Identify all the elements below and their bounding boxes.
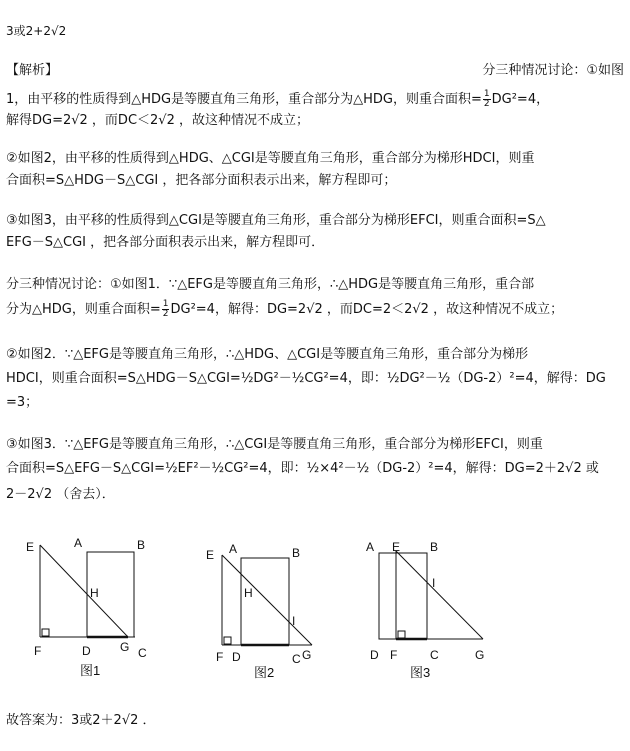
solution-case2-line2: HDCI，则重合面积=S△HDG－S△CGI=½DG²－½CG²=4，即：½DG²－½（DG-2）²=4，解得：DG bbox=[6, 371, 606, 386]
label-H2: H bbox=[244, 586, 253, 600]
analysis-case1-line2: 解得DG=2√2 ，而DC＜2√2 ，故这种情况不成立； bbox=[6, 113, 309, 128]
label-C3: C bbox=[430, 648, 439, 662]
label-E1: E bbox=[26, 540, 35, 554]
solution-case3-line3: 2－2√2 （舍去）． bbox=[6, 487, 115, 502]
figure-2 bbox=[206, 542, 312, 680]
label-A1: A bbox=[74, 536, 83, 550]
fraction-denominator: 2 bbox=[162, 309, 169, 319]
analysis-case3-line2: EFG－S△CGI ，把各部分面积表示出来，解方程即可． bbox=[6, 235, 325, 250]
figure-3 bbox=[366, 540, 484, 680]
analysis-label: 【解析】 bbox=[6, 63, 59, 78]
label-H1: H bbox=[90, 586, 99, 600]
solution-case1-text-b: DG²=4，解得：DG=2√2 ，而DC=2＜2√2 ，故这种情况不成立； bbox=[170, 302, 564, 317]
fraction-denominator: 2 bbox=[483, 99, 490, 109]
label-A3: A bbox=[366, 540, 375, 554]
solution-case1-text-a: 分为△HDG，则重合面积= bbox=[6, 302, 161, 317]
label-I2: I bbox=[292, 614, 296, 628]
fraction-numerator: 1 bbox=[483, 89, 490, 99]
solution-case2-line3: =3； bbox=[6, 395, 39, 410]
figure-3-caption: 图3 bbox=[410, 665, 431, 680]
label-C2: C bbox=[292, 652, 301, 666]
figure-1-caption: 图1 bbox=[80, 663, 101, 678]
conclusion: 故答案为：3或2＋2√2 ． bbox=[6, 713, 156, 728]
label-F1: F bbox=[34, 644, 42, 658]
label-B3: B bbox=[430, 540, 439, 554]
label-G3: G bbox=[475, 648, 485, 662]
solution-case1-line1: 分三种情况讨论：①如图1．∵△EFG是等腰直角三角形，∴△HDG是等腰直角三角形，重合部 bbox=[6, 277, 535, 292]
fraction-half-2 bbox=[162, 300, 170, 319]
label-B1: B bbox=[137, 538, 146, 552]
analysis-case1-line1 bbox=[6, 90, 630, 109]
geometry-figures bbox=[0, 525, 630, 690]
label-D3: D bbox=[370, 648, 379, 662]
label-F3: F bbox=[390, 648, 398, 662]
figure-2-caption: 图2 bbox=[254, 665, 275, 680]
fraction-numerator: 1 bbox=[162, 299, 169, 309]
analysis-case3-line1: ③如图3，由平移的性质得到△CGI是等腰直角三角形，重合部分为梯形EFCI，则重合面积=S△ bbox=[6, 213, 546, 228]
analysis-case2-line1: ②如图2，由平移的性质得到△HDG、△CGI是等腰直角三角形，重合部分为梯形HDCI，则重 bbox=[6, 151, 535, 166]
label-F2: F bbox=[216, 650, 224, 664]
label-A2: A bbox=[229, 542, 238, 556]
label-D1: D bbox=[82, 644, 91, 658]
label-C1: C bbox=[138, 646, 147, 660]
fraction-half bbox=[483, 90, 491, 109]
answer-header: 3或2+2√2 bbox=[6, 24, 67, 38]
analysis-case1-tail: DG²=4， bbox=[491, 92, 550, 107]
solution-case3-line1: ③如图3．∵△EFG是等腰直角三角形，∴△CGI是等腰直角三角形，重合部分为梯形EFCI，则重 bbox=[6, 437, 543, 452]
analysis-case1-text: 1，由平移的性质得到△HDG是等腰直角三角形，重合部分为△HDG，则重合面积= bbox=[6, 92, 482, 107]
label-I3: I bbox=[432, 576, 436, 590]
label-G2: G bbox=[302, 648, 312, 662]
analysis-intro: 分三种情况讨论：①如图 bbox=[482, 63, 624, 78]
solution-case1-line2 bbox=[6, 300, 630, 319]
solution-case2-line1: ②如图2．∵△EFG是等腰直角三角形，∴△HDG、△CGI是等腰直角三角形，重合部分为梯形 bbox=[6, 347, 529, 362]
figure-1 bbox=[26, 536, 147, 678]
label-G1: G bbox=[120, 640, 130, 654]
label-B2: B bbox=[292, 546, 301, 560]
label-E3: E bbox=[392, 540, 401, 554]
solution-case3-line2: 合面积=S△EFG－S△CGI=½EF²－½CG²=4，即：½×4²－½（DG-2）²=4，解得：DG=2＋2√2 或 bbox=[6, 461, 599, 476]
label-D2: D bbox=[232, 650, 241, 664]
label-E2: E bbox=[206, 548, 215, 562]
analysis-case2-line2: 合面积=S△HDG－S△CGI ，把各部分面积表示出来，解方程即可； bbox=[6, 173, 397, 188]
